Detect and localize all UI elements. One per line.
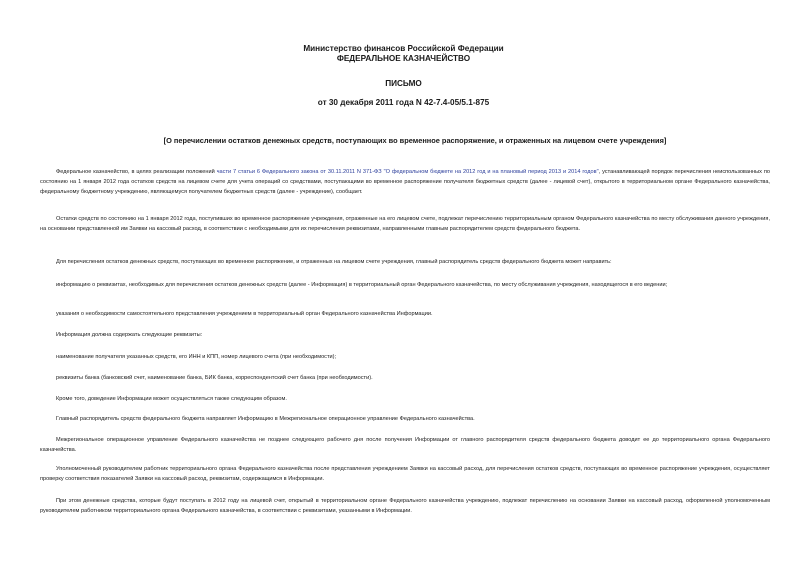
intro-text-after: , устанавливающей порядок перечисления неиспользованных по состоянию на 1 января 2012 года остатков средств на лицевом счете для учета операций со средствами, поступающими во временное распоряжение получателя бюджетных средств (далее - лицевой счет), открытого в территориальном органе Федерального казначейства, федеральному бюджетному учреждению, являющемуся получателем бюджетных средств (далее - учреждение), сообщает. xyxy=(40,169,770,195)
document-subject: [О перечислении остатков денежных средств, поступающих во временное распоряжение, и отраженных на лицевом счете учреждения] xyxy=(163,136,667,145)
paragraph xyxy=(40,310,770,320)
paragraph-text: реквизиты банка (банковский счет, наименование банка, БИК банка, корреспондентский счет банка (при необходимости). xyxy=(56,375,373,381)
paragraph xyxy=(40,465,770,485)
paragraph-text: Кроме того, доведение Информации может осуществляться также следующим образом. xyxy=(56,396,287,402)
paragraph-text: Для перечисления остатков денежных средств, поступающих во временное распоряжение, и отраженных на лицевом счете учреждения, главный распорядитель средств федерального бюджета может направить: xyxy=(56,259,612,265)
ministry-name: Министерство финансов Российской Федерации xyxy=(303,44,504,53)
paragraph-intro xyxy=(40,168,770,197)
paragraph-text: Главный распорядитель средств федерального бюджета направляет Информацию в Межрегиональное операционное управление Федерального казначейства. xyxy=(56,416,475,422)
paragraph-text: Уполномоченный руководителем работник территориального органа Федерального казначейства после представления учреждением Заявки на кассовый расход, для перечисления остатков средств, поступающих во временное распоряжение учреждения, осуществляет проверку соответствия показателей Заявки на кассовый расход, реквизитам, содержащимся в Информации. xyxy=(40,466,770,482)
paragraph-text: Информация должна содержать следующие реквизиты: xyxy=(56,332,203,338)
paragraph xyxy=(40,436,770,456)
paragraph-text: Межрегиональное операционное управление Федерального казначейства не позднее следующего рабочего дня после получения Информации от главного распорядителя средств федерального бюджета доводит ее до территориального органа Федерального казначейства. xyxy=(40,437,770,453)
agency-name: ФЕДЕРАЛЬНОЕ КАЗНАЧЕЙСТВО xyxy=(336,54,471,63)
paragraph-text: Остатки средств по состоянию на 1 января 2012 года, поступивших во временное распоряжение учреждения, отраженные на его лицевом счете, подлежат перечислению территориальным органом Федерального казначейства по месту обслуживания данного учреждения, на основании представленной им Заявки на кассовый расход, в соответствии с необходимыми для их перечисления реквизитами, направленными главным распорядителем средств федерального бюджета. xyxy=(40,216,770,232)
intro-text-before: Федеральное казначейство, в целях реализации положений xyxy=(56,169,217,175)
paragraph-text: указания о необходимости самостоятельного представления учреждением в территориальный орган Федерального казначейства Информации. xyxy=(56,311,433,317)
paragraph xyxy=(40,215,770,235)
law-reference-link[interactable]: части 7 статьи 6 Федерального закона от 30.11.2011 N 371-ФЗ "О федеральном бюджете на 2012 год и на плановый период 2013 и 2014 годов" xyxy=(216,169,599,175)
paragraph xyxy=(40,331,770,341)
paragraph xyxy=(40,353,770,363)
paragraph xyxy=(40,281,770,291)
paragraph xyxy=(40,374,770,384)
document-type: ПИСЬМО xyxy=(385,79,422,88)
paragraph-text: информацию о реквизитах, необходимых для перечисления остатков денежных средств (далее - Информация) в территориальный орган Федерального казначейства, по месту обслуживания учреждения, находящегося в его ведении; xyxy=(56,282,668,288)
paragraph xyxy=(40,415,770,425)
paragraph-text: наименование получателя указанных средств, его ИНН и КПП, номер лицевого счета (при необходимости); xyxy=(56,354,337,360)
paragraph-text: При этом денежные средства, которые будут поступать в 2012 году на лицевой счет, открытый в территориальном органе Федерального казначейства учреждению, подлежат перечислению на основании Заявки на кассовый расход, оформленной уполномоченным руководителем работником территориального органа Федерального казначейства, в соответствии с реквизитами, указанными в Информации. xyxy=(40,498,770,514)
paragraph xyxy=(40,497,770,517)
paragraph xyxy=(40,258,770,268)
paragraph xyxy=(40,395,770,405)
document-date-number: от 30 декабря 2011 года N 42-7.4-05/5.1-875 xyxy=(317,98,490,107)
